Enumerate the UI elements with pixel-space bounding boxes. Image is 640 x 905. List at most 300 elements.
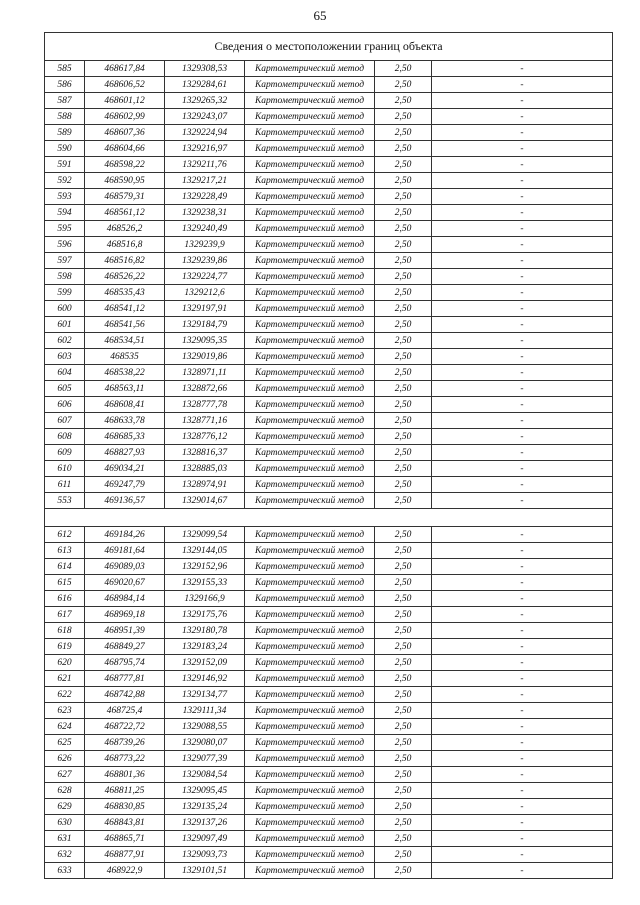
- table-row: [45, 655, 613, 671]
- description-cell: -: [432, 477, 613, 493]
- method-cell: Картометрический метод: [245, 365, 375, 381]
- method-cell: Картометрический метод: [245, 237, 375, 253]
- description-cell: -: [432, 189, 613, 205]
- description-cell: -: [432, 349, 613, 365]
- accuracy-cell: 2,50: [375, 61, 432, 77]
- x-coordinate-cell: 468843,81: [85, 815, 165, 831]
- method-cell: Картометрический метод: [245, 767, 375, 783]
- point-number-cell: 613: [45, 543, 85, 559]
- table-row: [45, 157, 613, 173]
- method-cell: Картометрический метод: [245, 141, 375, 157]
- x-coordinate-cell: 468811,25: [85, 783, 165, 799]
- point-number-cell: 627: [45, 767, 85, 783]
- x-coordinate-cell: 468739,26: [85, 735, 165, 751]
- method-cell: Картометрический метод: [245, 831, 375, 847]
- description-cell: -: [432, 77, 613, 93]
- accuracy-cell: 2,50: [375, 527, 432, 543]
- x-coordinate-cell: 468607,36: [85, 125, 165, 141]
- description-cell: -: [432, 623, 613, 639]
- table-row: [45, 575, 613, 591]
- y-coordinate-cell: 1329152,96: [165, 559, 245, 575]
- y-coordinate-cell: 1328872,66: [165, 381, 245, 397]
- description-cell: -: [432, 815, 613, 831]
- y-coordinate-cell: 1329224,94: [165, 125, 245, 141]
- accuracy-cell: 2,50: [375, 429, 432, 445]
- y-coordinate-cell: 1329217,21: [165, 173, 245, 189]
- x-coordinate-cell: 469136,57: [85, 493, 165, 509]
- accuracy-cell: 2,50: [375, 173, 432, 189]
- point-number-cell: 598: [45, 269, 85, 285]
- x-coordinate-cell: 468830,85: [85, 799, 165, 815]
- method-cell: Картометрический метод: [245, 61, 375, 77]
- accuracy-cell: 2,50: [375, 863, 432, 879]
- y-coordinate-cell: 1329134,77: [165, 687, 245, 703]
- y-coordinate-cell: 1329019,86: [165, 349, 245, 365]
- table-row: [45, 735, 613, 751]
- table-row: [45, 559, 613, 575]
- x-coordinate-cell: 468795,74: [85, 655, 165, 671]
- table-row: [45, 687, 613, 703]
- point-number-cell: 603: [45, 349, 85, 365]
- method-cell: Картометрический метод: [245, 317, 375, 333]
- accuracy-cell: 2,50: [375, 157, 432, 173]
- description-cell: -: [432, 381, 613, 397]
- table-row: [45, 381, 613, 397]
- point-number-cell: 594: [45, 205, 85, 221]
- description-cell: -: [432, 863, 613, 879]
- y-coordinate-cell: 1329014,67: [165, 493, 245, 509]
- description-cell: -: [432, 93, 613, 109]
- table-row: [45, 847, 613, 863]
- accuracy-cell: 2,50: [375, 301, 432, 317]
- description-cell: -: [432, 157, 613, 173]
- method-cell: Картометрический метод: [245, 655, 375, 671]
- description-cell: -: [432, 61, 613, 77]
- accuracy-cell: 2,50: [375, 703, 432, 719]
- point-number-cell: 608: [45, 429, 85, 445]
- x-coordinate-cell: 469020,67: [85, 575, 165, 591]
- method-cell: Картометрический метод: [245, 221, 375, 237]
- y-coordinate-cell: 1329166,9: [165, 591, 245, 607]
- point-number-cell: 616: [45, 591, 85, 607]
- y-coordinate-cell: 1329080,07: [165, 735, 245, 751]
- description-cell: -: [432, 413, 613, 429]
- method-cell: Картометрический метод: [245, 575, 375, 591]
- method-cell: Картометрический метод: [245, 461, 375, 477]
- point-number-cell: 611: [45, 477, 85, 493]
- point-number-cell: 605: [45, 381, 85, 397]
- x-coordinate-cell: 469181,64: [85, 543, 165, 559]
- table-row: [45, 751, 613, 767]
- x-coordinate-cell: 468984,14: [85, 591, 165, 607]
- accuracy-cell: 2,50: [375, 125, 432, 141]
- table-row: [45, 109, 613, 125]
- table-row: [45, 543, 613, 559]
- method-cell: Картометрический метод: [245, 205, 375, 221]
- accuracy-cell: 2,50: [375, 559, 432, 575]
- point-number-cell: 587: [45, 93, 85, 109]
- method-cell: Картометрический метод: [245, 109, 375, 125]
- accuracy-cell: 2,50: [375, 671, 432, 687]
- table-row: [45, 799, 613, 815]
- table-row: [45, 703, 613, 719]
- point-number-cell: 600: [45, 301, 85, 317]
- accuracy-cell: 2,50: [375, 349, 432, 365]
- table-row: [45, 863, 613, 879]
- y-coordinate-cell: 1329146,92: [165, 671, 245, 687]
- description-cell: -: [432, 767, 613, 783]
- x-coordinate-cell: 468535: [85, 349, 165, 365]
- table-row: [45, 349, 613, 365]
- accuracy-cell: 2,50: [375, 639, 432, 655]
- point-number-cell: 596: [45, 237, 85, 253]
- point-number-cell: 595: [45, 221, 85, 237]
- table-row: [45, 93, 613, 109]
- y-coordinate-cell: 1328971,11: [165, 365, 245, 381]
- accuracy-cell: 2,50: [375, 477, 432, 493]
- x-coordinate-cell: 468608,41: [85, 397, 165, 413]
- x-coordinate-cell: 468526,2: [85, 221, 165, 237]
- y-coordinate-cell: 1329152,09: [165, 655, 245, 671]
- description-cell: -: [432, 333, 613, 349]
- table-row: [45, 591, 613, 607]
- accuracy-cell: 2,50: [375, 543, 432, 559]
- description-cell: -: [432, 221, 613, 237]
- x-coordinate-cell: 468722,72: [85, 719, 165, 735]
- x-coordinate-cell: 469184,26: [85, 527, 165, 543]
- accuracy-cell: 2,50: [375, 269, 432, 285]
- description-cell: -: [432, 559, 613, 575]
- x-coordinate-cell: 468606,52: [85, 77, 165, 93]
- description-cell: -: [432, 575, 613, 591]
- table-row: [45, 237, 613, 253]
- y-coordinate-cell: 1329183,24: [165, 639, 245, 655]
- point-number-cell: 553: [45, 493, 85, 509]
- description-cell: -: [432, 285, 613, 301]
- y-coordinate-cell: 1329095,45: [165, 783, 245, 799]
- method-cell: Картометрический метод: [245, 639, 375, 655]
- description-cell: -: [432, 703, 613, 719]
- table-row: [45, 783, 613, 799]
- accuracy-cell: 2,50: [375, 365, 432, 381]
- point-number-cell: 601: [45, 317, 85, 333]
- y-coordinate-cell: 1329240,49: [165, 221, 245, 237]
- method-cell: Картометрический метод: [245, 623, 375, 639]
- description-cell: -: [432, 445, 613, 461]
- description-cell: -: [432, 125, 613, 141]
- accuracy-cell: 2,50: [375, 109, 432, 125]
- accuracy-cell: 2,50: [375, 237, 432, 253]
- point-number-cell: 606: [45, 397, 85, 413]
- x-coordinate-cell: 468541,56: [85, 317, 165, 333]
- description-cell: -: [432, 493, 613, 509]
- y-coordinate-cell: 1329243,07: [165, 109, 245, 125]
- description-cell: -: [432, 751, 613, 767]
- point-number-cell: 633: [45, 863, 85, 879]
- point-number-cell: 631: [45, 831, 85, 847]
- point-number-cell: 623: [45, 703, 85, 719]
- x-coordinate-cell: 468951,39: [85, 623, 165, 639]
- point-number-cell: 607: [45, 413, 85, 429]
- table-row: [45, 815, 613, 831]
- y-coordinate-cell: 1329135,24: [165, 799, 245, 815]
- point-number-cell: 602: [45, 333, 85, 349]
- point-number-cell: 632: [45, 847, 85, 863]
- table-row: [45, 301, 613, 317]
- accuracy-cell: 2,50: [375, 77, 432, 93]
- description-cell: -: [432, 301, 613, 317]
- description-cell: -: [432, 799, 613, 815]
- table-row: [45, 317, 613, 333]
- point-number-cell: 621: [45, 671, 85, 687]
- method-cell: Картометрический метод: [245, 349, 375, 365]
- point-number-cell: 628: [45, 783, 85, 799]
- accuracy-cell: 2,50: [375, 815, 432, 831]
- point-number-cell: 592: [45, 173, 85, 189]
- point-number-cell: 630: [45, 815, 85, 831]
- method-cell: Картометрический метод: [245, 77, 375, 93]
- table-row: [45, 623, 613, 639]
- table-row: [45, 493, 613, 509]
- y-coordinate-cell: 1329084,54: [165, 767, 245, 783]
- x-coordinate-cell: 468604,66: [85, 141, 165, 157]
- method-cell: Картометрический метод: [245, 157, 375, 173]
- description-cell: -: [432, 365, 613, 381]
- description-cell: -: [432, 831, 613, 847]
- y-coordinate-cell: 1329144,05: [165, 543, 245, 559]
- accuracy-cell: 2,50: [375, 317, 432, 333]
- method-cell: Картометрический метод: [245, 559, 375, 575]
- description-cell: -: [432, 141, 613, 157]
- y-coordinate-cell: 1329238,31: [165, 205, 245, 221]
- x-coordinate-cell: 468877,91: [85, 847, 165, 863]
- x-coordinate-cell: 468526,22: [85, 269, 165, 285]
- y-coordinate-cell: 1328816,37: [165, 445, 245, 461]
- method-cell: Картометрический метод: [245, 285, 375, 301]
- table-row: [45, 671, 613, 687]
- x-coordinate-cell: 469034,21: [85, 461, 165, 477]
- table-row: [45, 221, 613, 237]
- accuracy-cell: 2,50: [375, 623, 432, 639]
- y-coordinate-cell: 1329284,61: [165, 77, 245, 93]
- y-coordinate-cell: 1329265,32: [165, 93, 245, 109]
- point-number-cell: 622: [45, 687, 85, 703]
- accuracy-cell: 2,50: [375, 607, 432, 623]
- description-cell: -: [432, 655, 613, 671]
- method-cell: Картометрический метод: [245, 527, 375, 543]
- description-cell: -: [432, 429, 613, 445]
- x-coordinate-cell: 468535,43: [85, 285, 165, 301]
- x-coordinate-cell: 469247,79: [85, 477, 165, 493]
- description-cell: -: [432, 783, 613, 799]
- method-cell: Картометрический метод: [245, 445, 375, 461]
- y-coordinate-cell: 1329137,26: [165, 815, 245, 831]
- accuracy-cell: 2,50: [375, 285, 432, 301]
- description-cell: -: [432, 317, 613, 333]
- point-number-cell: 629: [45, 799, 85, 815]
- point-number-cell: 609: [45, 445, 85, 461]
- x-coordinate-cell: 468865,71: [85, 831, 165, 847]
- method-cell: Картометрический метод: [245, 189, 375, 205]
- accuracy-cell: 2,50: [375, 575, 432, 591]
- method-cell: Картометрический метод: [245, 863, 375, 879]
- description-cell: -: [432, 591, 613, 607]
- table-row: [45, 205, 613, 221]
- method-cell: Картометрический метод: [245, 93, 375, 109]
- x-coordinate-cell: 468561,12: [85, 205, 165, 221]
- description-cell: -: [432, 527, 613, 543]
- table-row: [45, 719, 613, 735]
- method-cell: Картометрический метод: [245, 607, 375, 623]
- table-row: [45, 61, 613, 77]
- accuracy-cell: 2,50: [375, 221, 432, 237]
- description-cell: -: [432, 639, 613, 655]
- description-cell: -: [432, 847, 613, 863]
- description-cell: -: [432, 269, 613, 285]
- table-row: [45, 333, 613, 349]
- accuracy-cell: 2,50: [375, 333, 432, 349]
- table-row: [45, 141, 613, 157]
- x-coordinate-cell: 468541,12: [85, 301, 165, 317]
- point-number-cell: 586: [45, 77, 85, 93]
- method-cell: Картометрический метод: [245, 591, 375, 607]
- method-cell: Картометрический метод: [245, 381, 375, 397]
- x-coordinate-cell: 468849,27: [85, 639, 165, 655]
- method-cell: Картометрический метод: [245, 815, 375, 831]
- table-row: [45, 365, 613, 381]
- method-cell: Картометрический метод: [245, 703, 375, 719]
- point-number-cell: 612: [45, 527, 85, 543]
- accuracy-cell: 2,50: [375, 141, 432, 157]
- y-coordinate-cell: 1328974,91: [165, 477, 245, 493]
- x-coordinate-cell: 468579,31: [85, 189, 165, 205]
- description-cell: -: [432, 687, 613, 703]
- x-coordinate-cell: 468742,88: [85, 687, 165, 703]
- x-coordinate-cell: 469089,03: [85, 559, 165, 575]
- point-number-cell: 625: [45, 735, 85, 751]
- table-row: [45, 397, 613, 413]
- x-coordinate-cell: 468633,78: [85, 413, 165, 429]
- y-coordinate-cell: 1329197,91: [165, 301, 245, 317]
- x-coordinate-cell: 468685,33: [85, 429, 165, 445]
- accuracy-cell: 2,50: [375, 735, 432, 751]
- accuracy-cell: 2,50: [375, 831, 432, 847]
- table-row: [45, 527, 613, 543]
- method-cell: Картометрический метод: [245, 493, 375, 509]
- point-number-cell: 610: [45, 461, 85, 477]
- y-coordinate-cell: 1329155,33: [165, 575, 245, 591]
- x-coordinate-cell: 468827,93: [85, 445, 165, 461]
- accuracy-cell: 2,50: [375, 687, 432, 703]
- accuracy-cell: 2,50: [375, 799, 432, 815]
- group-separator-cell: [45, 509, 613, 527]
- table-row: [45, 77, 613, 93]
- accuracy-cell: 2,50: [375, 783, 432, 799]
- table-row: [45, 125, 613, 141]
- accuracy-cell: 2,50: [375, 751, 432, 767]
- table-row: [45, 767, 613, 783]
- y-coordinate-cell: 1329212,6: [165, 285, 245, 301]
- method-cell: Картометрический метод: [245, 253, 375, 269]
- y-coordinate-cell: 1329239,86: [165, 253, 245, 269]
- accuracy-cell: 2,50: [375, 847, 432, 863]
- description-cell: -: [432, 719, 613, 735]
- point-number-cell: 604: [45, 365, 85, 381]
- y-coordinate-cell: 1329308,53: [165, 61, 245, 77]
- description-cell: -: [432, 735, 613, 751]
- y-coordinate-cell: 1329175,76: [165, 607, 245, 623]
- x-coordinate-cell: 468602,99: [85, 109, 165, 125]
- x-coordinate-cell: 468773,22: [85, 751, 165, 767]
- accuracy-cell: 2,50: [375, 205, 432, 221]
- table-title-row: [45, 33, 613, 61]
- y-coordinate-cell: 1328885,03: [165, 461, 245, 477]
- method-cell: Картометрический метод: [245, 799, 375, 815]
- table-row: [45, 461, 613, 477]
- y-coordinate-cell: 1329101,51: [165, 863, 245, 879]
- y-coordinate-cell: 1329228,49: [165, 189, 245, 205]
- y-coordinate-cell: 1329077,39: [165, 751, 245, 767]
- table-row: [45, 285, 613, 301]
- y-coordinate-cell: 1329088,55: [165, 719, 245, 735]
- table-row: [45, 173, 613, 189]
- point-number-cell: 619: [45, 639, 85, 655]
- description-cell: -: [432, 607, 613, 623]
- accuracy-cell: 2,50: [375, 381, 432, 397]
- method-cell: Картометрический метод: [245, 269, 375, 285]
- description-cell: -: [432, 543, 613, 559]
- y-coordinate-cell: 1328776,12: [165, 429, 245, 445]
- description-cell: -: [432, 173, 613, 189]
- y-coordinate-cell: 1329180,78: [165, 623, 245, 639]
- table-row: [45, 831, 613, 847]
- point-number-cell: 618: [45, 623, 85, 639]
- description-cell: -: [432, 397, 613, 413]
- point-number-cell: 615: [45, 575, 85, 591]
- description-cell: -: [432, 671, 613, 687]
- method-cell: Картометрический метод: [245, 429, 375, 445]
- y-coordinate-cell: 1329099,54: [165, 527, 245, 543]
- table-row: [45, 639, 613, 655]
- description-cell: -: [432, 237, 613, 253]
- accuracy-cell: 2,50: [375, 445, 432, 461]
- description-cell: -: [432, 109, 613, 125]
- method-cell: Картометрический метод: [245, 671, 375, 687]
- y-coordinate-cell: 1328771,16: [165, 413, 245, 429]
- accuracy-cell: 2,50: [375, 461, 432, 477]
- method-cell: Картометрический метод: [245, 687, 375, 703]
- description-cell: -: [432, 205, 613, 221]
- point-number-cell: 626: [45, 751, 85, 767]
- point-number-cell: 585: [45, 61, 85, 77]
- accuracy-cell: 2,50: [375, 767, 432, 783]
- x-coordinate-cell: 468590,95: [85, 173, 165, 189]
- table-row: [45, 413, 613, 429]
- x-coordinate-cell: 468801,36: [85, 767, 165, 783]
- x-coordinate-cell: 468598,22: [85, 157, 165, 173]
- page-number: 65: [313, 8, 327, 23]
- boundary-table-container: [44, 32, 612, 879]
- accuracy-cell: 2,50: [375, 413, 432, 429]
- method-cell: Картометрический метод: [245, 735, 375, 751]
- accuracy-cell: 2,50: [375, 93, 432, 109]
- y-coordinate-cell: 1329093,73: [165, 847, 245, 863]
- table-row: [45, 445, 613, 461]
- point-number-cell: 591: [45, 157, 85, 173]
- y-coordinate-cell: 1328777,78: [165, 397, 245, 413]
- y-coordinate-cell: 1329224,77: [165, 269, 245, 285]
- description-cell: -: [432, 253, 613, 269]
